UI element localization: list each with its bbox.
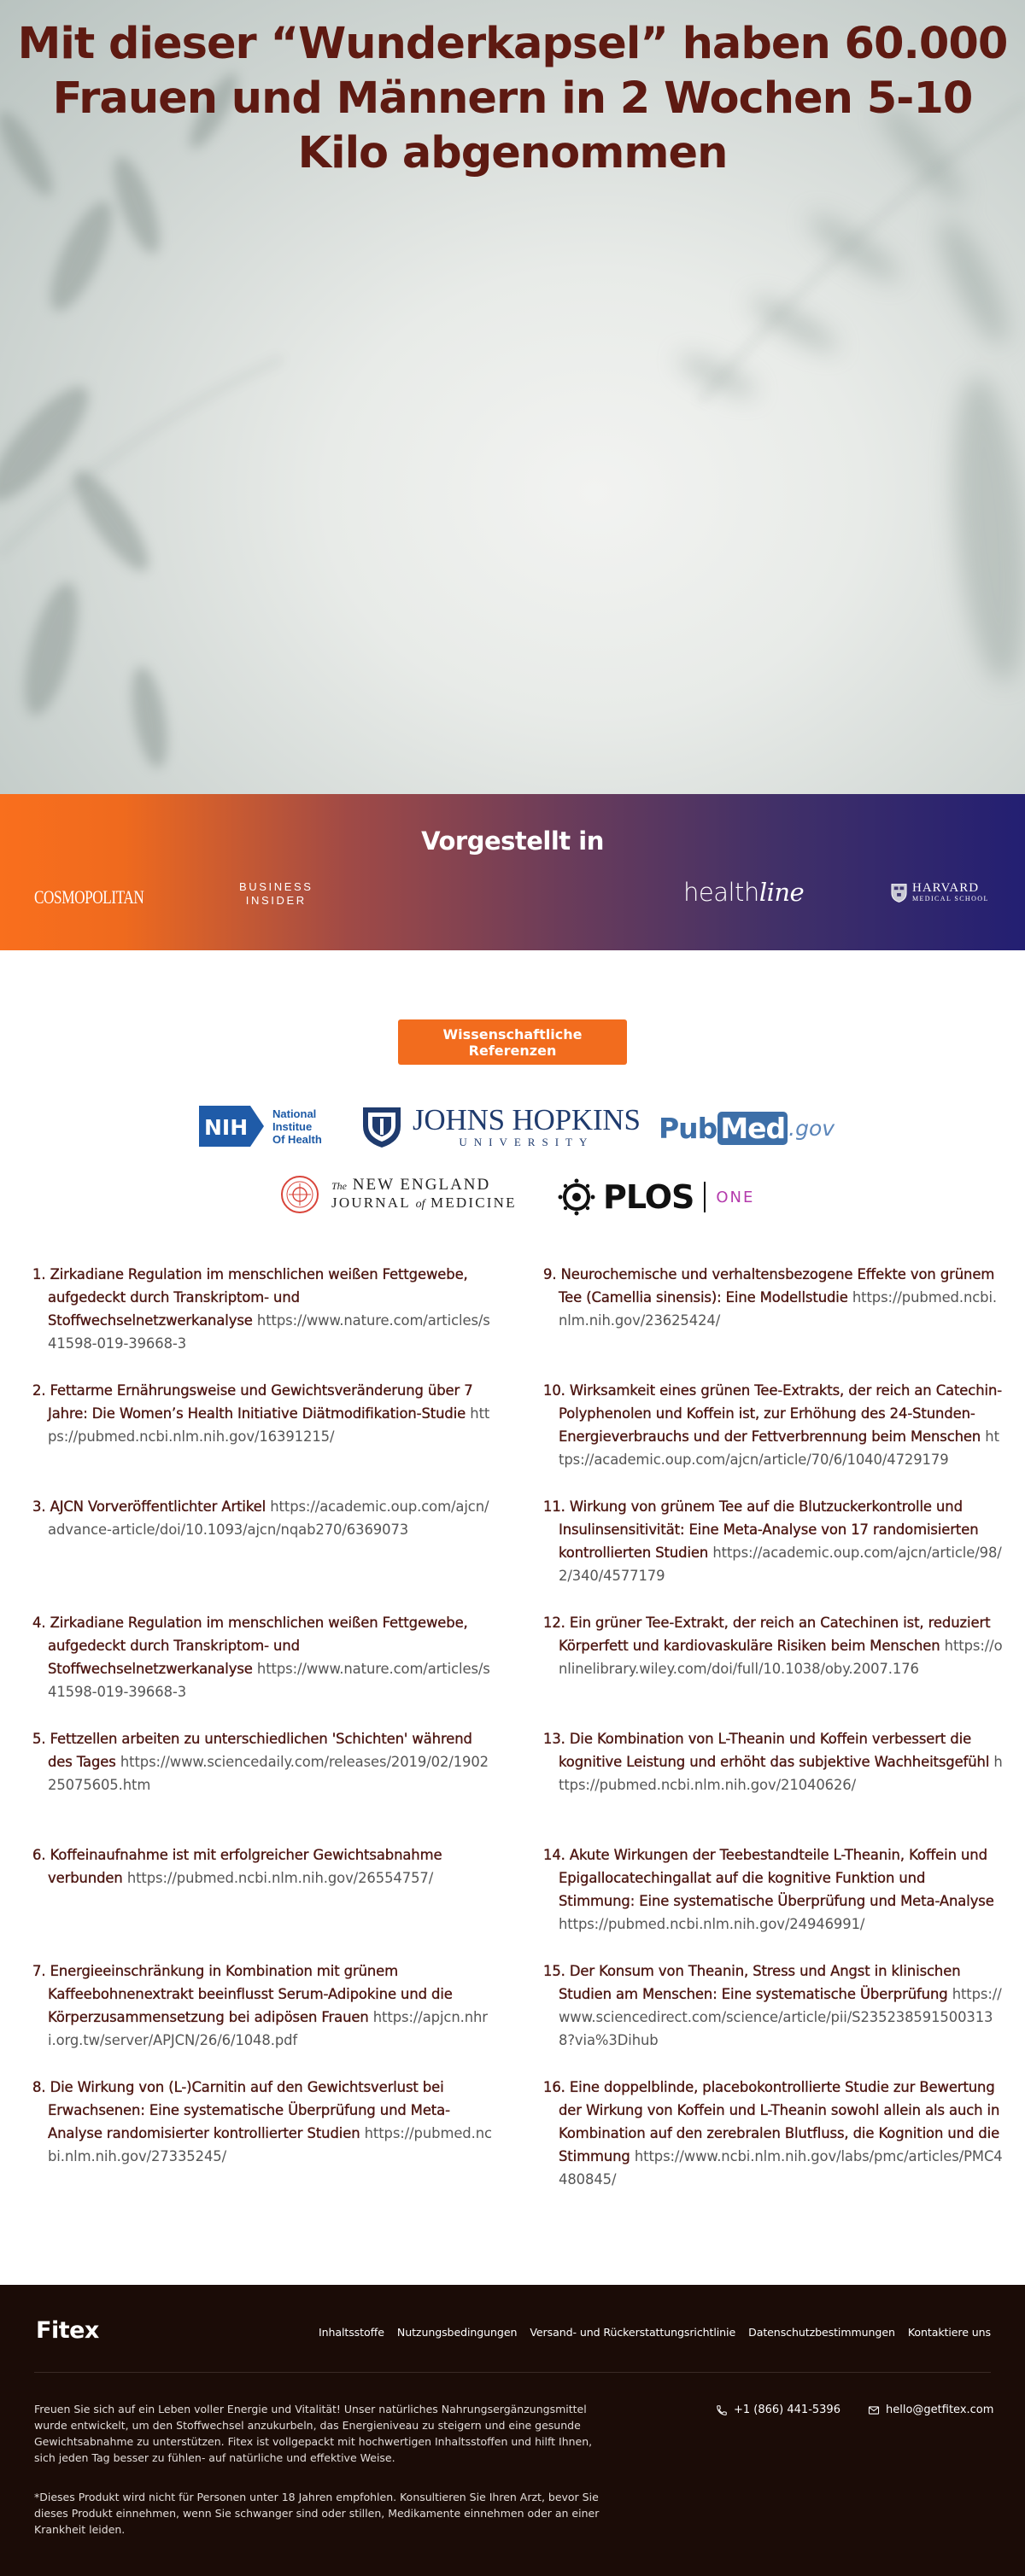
reference-link[interactable]: https://www.nature.com/articles/s41598-019-39668-3 [48, 1312, 490, 1352]
reference-title: Eine doppelblinde, placebokontrollierte Studie zur Bewertung der Wirkung von Koffein und L-Theanin sowohl allein als auch in Kombination auf den zerebralen Blutfluss, die Kognition und die Stimmung [559, 2079, 1000, 2164]
reference-title: Wirksamkeit eines grünen Tee-Extrakts, der reich an Catechin-Polyphenolen und Koffein ist, zur Erhöhung des 24-Stunden-Energieverbrauchs und der Fettverbrennung beim Menschen [559, 1382, 1003, 1445]
nih-line-1: National [272, 1107, 317, 1120]
reference-number: 4. [32, 1615, 46, 1631]
reference-link[interactable]: https://academic.oup.com/ajcn/article/70/6/1040/4729179 [559, 1428, 999, 1468]
footer-email[interactable] [868, 2404, 993, 2416]
reference-title: Wirkung von grünem Tee auf die Blutzuckerkontrolle und Insulinsensitivität: Eine Meta-Analyse von 17 randomisierten kontrollierten Studien [559, 1498, 979, 1561]
reference-title: Die Kombination von L-Theanin und Koffein verbessert die kognitive Leistung und erhöht das subjektive Wachheitsgefühl [559, 1731, 990, 1770]
reference-title: Energieeinschränkung in Kombination mit grünem Kaffeebohnenextrakt beeinflusst Serum-Adipokine und die Körperzusammensetzung bei adipösen Frauen [48, 1963, 453, 2025]
footer-link-privacy[interactable]: Datenschutzbestimmungen [748, 2326, 895, 2339]
reference-item-11 [543, 1495, 1004, 1587]
reference-link[interactable]: https://academic.oup.com/ajcn/article/98/2/340/4577179 [559, 1545, 1002, 1584]
plos-divider [704, 1182, 706, 1212]
reference-item-13 [543, 1727, 1004, 1796]
references-section [0, 950, 1025, 2285]
site-footer [0, 2285, 1025, 2576]
nih-abbreviation: NIH [204, 1115, 249, 1140]
reference-title: Zirkadiane Regulation im menschlichen weißen Fettgewebe, aufgedeckt durch Transkriptom- und Stoffwechselnetzwerkanalyse [48, 1266, 468, 1329]
nih-mark-icon [199, 1104, 266, 1148]
plos-one-text: ONE [716, 1188, 755, 1206]
reference-number: 11. [543, 1498, 565, 1515]
reference-link[interactable]: https://pubmed.ncbi.nlm.nih.gov/23625424/ [559, 1289, 998, 1329]
nejm-journal: JOURNAL [331, 1194, 411, 1211]
nejm-logo [280, 1175, 517, 1214]
harvard-logo-subtitle: MEDICAL SCHOOL [912, 895, 989, 902]
nejm-of: of [415, 1197, 425, 1211]
reference-item-9 [543, 1263, 1004, 1332]
reference-item-1 [32, 1263, 494, 1355]
johns-hopkins-subtitle: UNIVERSITY [459, 1136, 594, 1148]
reference-link[interactable]: https://pubmed.ncbi.nlm.nih.gov/27335245/ [48, 2125, 492, 2164]
reference-link[interactable]: https://pubmed.ncbi.nlm.nih.gov/21040626/ [559, 1754, 1003, 1793]
cosmopolitan-logo-text: COSMOPOLITAN [34, 886, 144, 908]
reference-item-15 [543, 1960, 1004, 2052]
healthline-logo-text-a: health [683, 878, 759, 907]
footer-link-contact[interactable]: Kontaktiere uns [907, 2326, 991, 2339]
reference-item-10 [543, 1379, 1004, 1471]
business-insider-logo [239, 880, 313, 908]
nejm-medicine: MEDICINE [430, 1194, 517, 1211]
harvard-shield-icon [891, 883, 907, 903]
reference-title: Neurochemische und verhaltensbezogene Effekte von grünem Tee (Camellia sinensis): Eine Modellstudie [559, 1266, 995, 1306]
nih-logo [199, 1104, 322, 1148]
footer-email-text: hello@getfitex.com [886, 2404, 994, 2416]
reference-item-5 [32, 1727, 494, 1796]
reference-item-2 [32, 1379, 494, 1448]
pubmed-logo [659, 1112, 835, 1145]
reference-title: Akute Wirkungen der Teebestandteile L-Theanin, Koffein und Epigallocatechingallat auf die kognitive Funktion und Stimmung: Eine systematische Überprüfung und Meta-Analyse [559, 1847, 994, 1909]
reference-number: 12. [543, 1615, 565, 1631]
footer-about-text: Freuen Sie sich auf ein Leben voller Energie und Vitalität! Unser natürliches Nahrungsergänzungsmittel wurde entwickelt, um den Stoffwechsel anzukurbeln, das Energieniveau zu steigern und eine gesunde Gewichtsabnahme zu unterstützen. Fitex ist vollgepackt mit hochwertigen Inhaltsstoffen und hilft Ihnen, sich jeden Tag besser zu fühlen- auf natürliche und effektive Weise. [34, 2403, 593, 2464]
harvard-medical-school-logo [891, 882, 989, 903]
phone-icon [716, 2404, 728, 2416]
reference-title: Ein grüner Tee-Extrakt, der reich an Catechinen ist, reduziert Körperfett und kardiovaskuläre Risiken beim Menschen [559, 1615, 991, 1654]
footer-nav [319, 2326, 991, 2339]
featured-in-title: Vorgestellt in [421, 827, 604, 856]
cosmopolitan-logo [34, 886, 144, 908]
reference-item-7 [32, 1960, 494, 2052]
reference-item-3 [32, 1495, 494, 1541]
reference-item-14 [543, 1843, 1004, 1936]
reference-title: Fettzellen arbeiten zu unterschiedlichen 'Schichten' während des Tages [48, 1731, 472, 1770]
nejm-line-1: NEW ENGLAND [352, 1175, 491, 1194]
mail-icon [868, 2404, 880, 2416]
plos-mark-icon [557, 1177, 596, 1217]
plos-one-logo [557, 1177, 754, 1217]
reference-item-8 [32, 2076, 494, 2168]
reference-title: Der Konsum von Theanin, Stress und Angst in klinischen Studien am Menschen: Eine systematische Überprüfung [559, 1963, 961, 2002]
pubmed-logo-med: Med [718, 1112, 788, 1145]
reference-link[interactable]: https://www.nature.com/articles/s41598-019-39668-3 [48, 1661, 490, 1700]
footer-divider [34, 2372, 991, 2373]
pubmed-logo-gov: .gov [788, 1116, 835, 1141]
reference-item-4 [32, 1611, 494, 1703]
reference-link[interactable]: https://www.sciencedaily.com/releases/2019/02/190225075605.htm [48, 1754, 489, 1793]
healthline-logo-text-b: line [758, 878, 805, 907]
reference-number: 16. [543, 2079, 565, 2095]
reference-number: 7. [32, 1963, 46, 1979]
nejm-the: The [331, 1179, 347, 1192]
footer-logo[interactable]: Fitex [36, 2317, 99, 2344]
reference-number: 13. [543, 1731, 565, 1747]
reference-number: 10. [543, 1382, 565, 1399]
harvard-logo-name: HARVARD [912, 881, 980, 895]
footer-phone-text: +1 (866) 441-5396 [734, 2404, 840, 2416]
hero-headline: Mit dieser “Wunderkapsel” haben 60.000 Frauen und Männern in 2 Wochen 5-10 Kilo abgenommen [17, 19, 1008, 178]
featured-in-section [0, 794, 1025, 950]
plos-text: PLOS [603, 1178, 694, 1216]
reference-item-12 [543, 1611, 1004, 1680]
reference-title: Fettarme Ernährungsweise und Gewichtsveränderung über 7 Jahre: Die Women’s Health Initiative Diätmodifikation-Studie [48, 1382, 473, 1422]
reference-link[interactable]: https://www.ncbi.nlm.nih.gov/labs/pmc/articles/PMC4480845/ [559, 2148, 1003, 2188]
footer-link-ingredients[interactable]: Inhaltsstoffe [318, 2326, 384, 2339]
johns-hopkins-logo [361, 1105, 641, 1149]
scientific-references-button[interactable]: Wissenschaftliche Referenzen [398, 1019, 627, 1065]
reference-title: AJCN Vorveröffentlichter Artikel [50, 1498, 266, 1515]
reference-number: 2. [32, 1382, 46, 1399]
nih-line-2: Institue [272, 1119, 313, 1133]
reference-number: 3. [32, 1498, 46, 1515]
reference-link[interactable]: https://academic.oup.com/ajcn/advance-article/doi/10.1093/ajcn/nqab270/6369073 [48, 1498, 489, 1538]
business-insider-logo-line-2: INSIDER [245, 894, 307, 907]
nejm-seal-icon [280, 1175, 319, 1214]
reference-title: Zirkadiane Regulation im menschlichen weißen Fettgewebe, aufgedeckt durch Transkriptom- und Stoffwechselnetzwerkanalyse [48, 1615, 468, 1677]
reference-number: 8. [32, 2079, 46, 2095]
reference-number: 5. [32, 1731, 46, 1747]
reference-title: Die Wirkung von (L-)Carnitin auf den Gewichtsverlust bei Erwachsenen: Eine systematische Überprüfung und Meta-Analyse randomisierter kontrollierter Studien [48, 2079, 450, 2141]
reference-link[interactable]: https://apjcn.nhri.org.tw/server/APJCN/26/6/1048.pdf [48, 2009, 488, 2048]
reference-number: 15. [543, 1963, 565, 1979]
reference-number: 1. [32, 1266, 46, 1282]
reference-link[interactable]: https://pubmed.ncbi.nlm.nih.gov/24946991/ [559, 1916, 865, 1932]
reference-item-6 [32, 1843, 494, 1890]
healthline-logo [683, 878, 804, 907]
reference-title: Koffeinaufnahme ist mit erfolgreicher Gewichtsabnahme verbunden [48, 1847, 442, 1886]
footer-link-terms[interactable]: Nutzungsbedingungen [396, 2326, 518, 2339]
pubmed-logo-pub: Pub [659, 1112, 718, 1145]
reference-link[interactable]: https://onlinelibrary.wiley.com/doi/full/10.1038/oby.2007.176 [559, 1638, 1003, 1677]
footer-link-shipping-refund[interactable]: Versand- und Rückerstattungsrichtlinie [530, 2326, 736, 2339]
johns-hopkins-shield-icon [361, 1106, 402, 1148]
johns-hopkins-name: JOHNS HOPKINS [413, 1103, 641, 1136]
reference-link[interactable]: https://www.sciencedirect.com/science/article/pii/S2352385915003138?via%3Dihub [559, 1986, 1002, 2048]
reference-link[interactable]: https://pubmed.ncbi.nlm.nih.gov/26554757/ [126, 1870, 434, 1886]
footer-phone[interactable] [716, 2404, 840, 2416]
reference-link[interactable]: https://pubmed.ncbi.nlm.nih.gov/16391215/ [48, 1405, 490, 1445]
business-insider-logo-line-1: BUSINESS [239, 880, 313, 893]
reference-number: 14. [543, 1847, 565, 1863]
reference-item-16 [543, 2076, 1004, 2191]
reference-number: 6. [32, 1847, 46, 1863]
hero-section [0, 0, 1025, 794]
reference-number: 9. [543, 1266, 557, 1282]
nih-line-3: Of Health [272, 1132, 322, 1146]
footer-disclaimer-text: *Dieses Produkt wird nicht für Personen unter 18 Jahren empfohlen. Konsultieren Sie Ihren Arzt, bevor Sie dieses Produkt einnehmen, wenn Sie schwanger sind oder stillen, Medikamente einnehmen oder an einer Krankheit leiden. [34, 2491, 600, 2536]
